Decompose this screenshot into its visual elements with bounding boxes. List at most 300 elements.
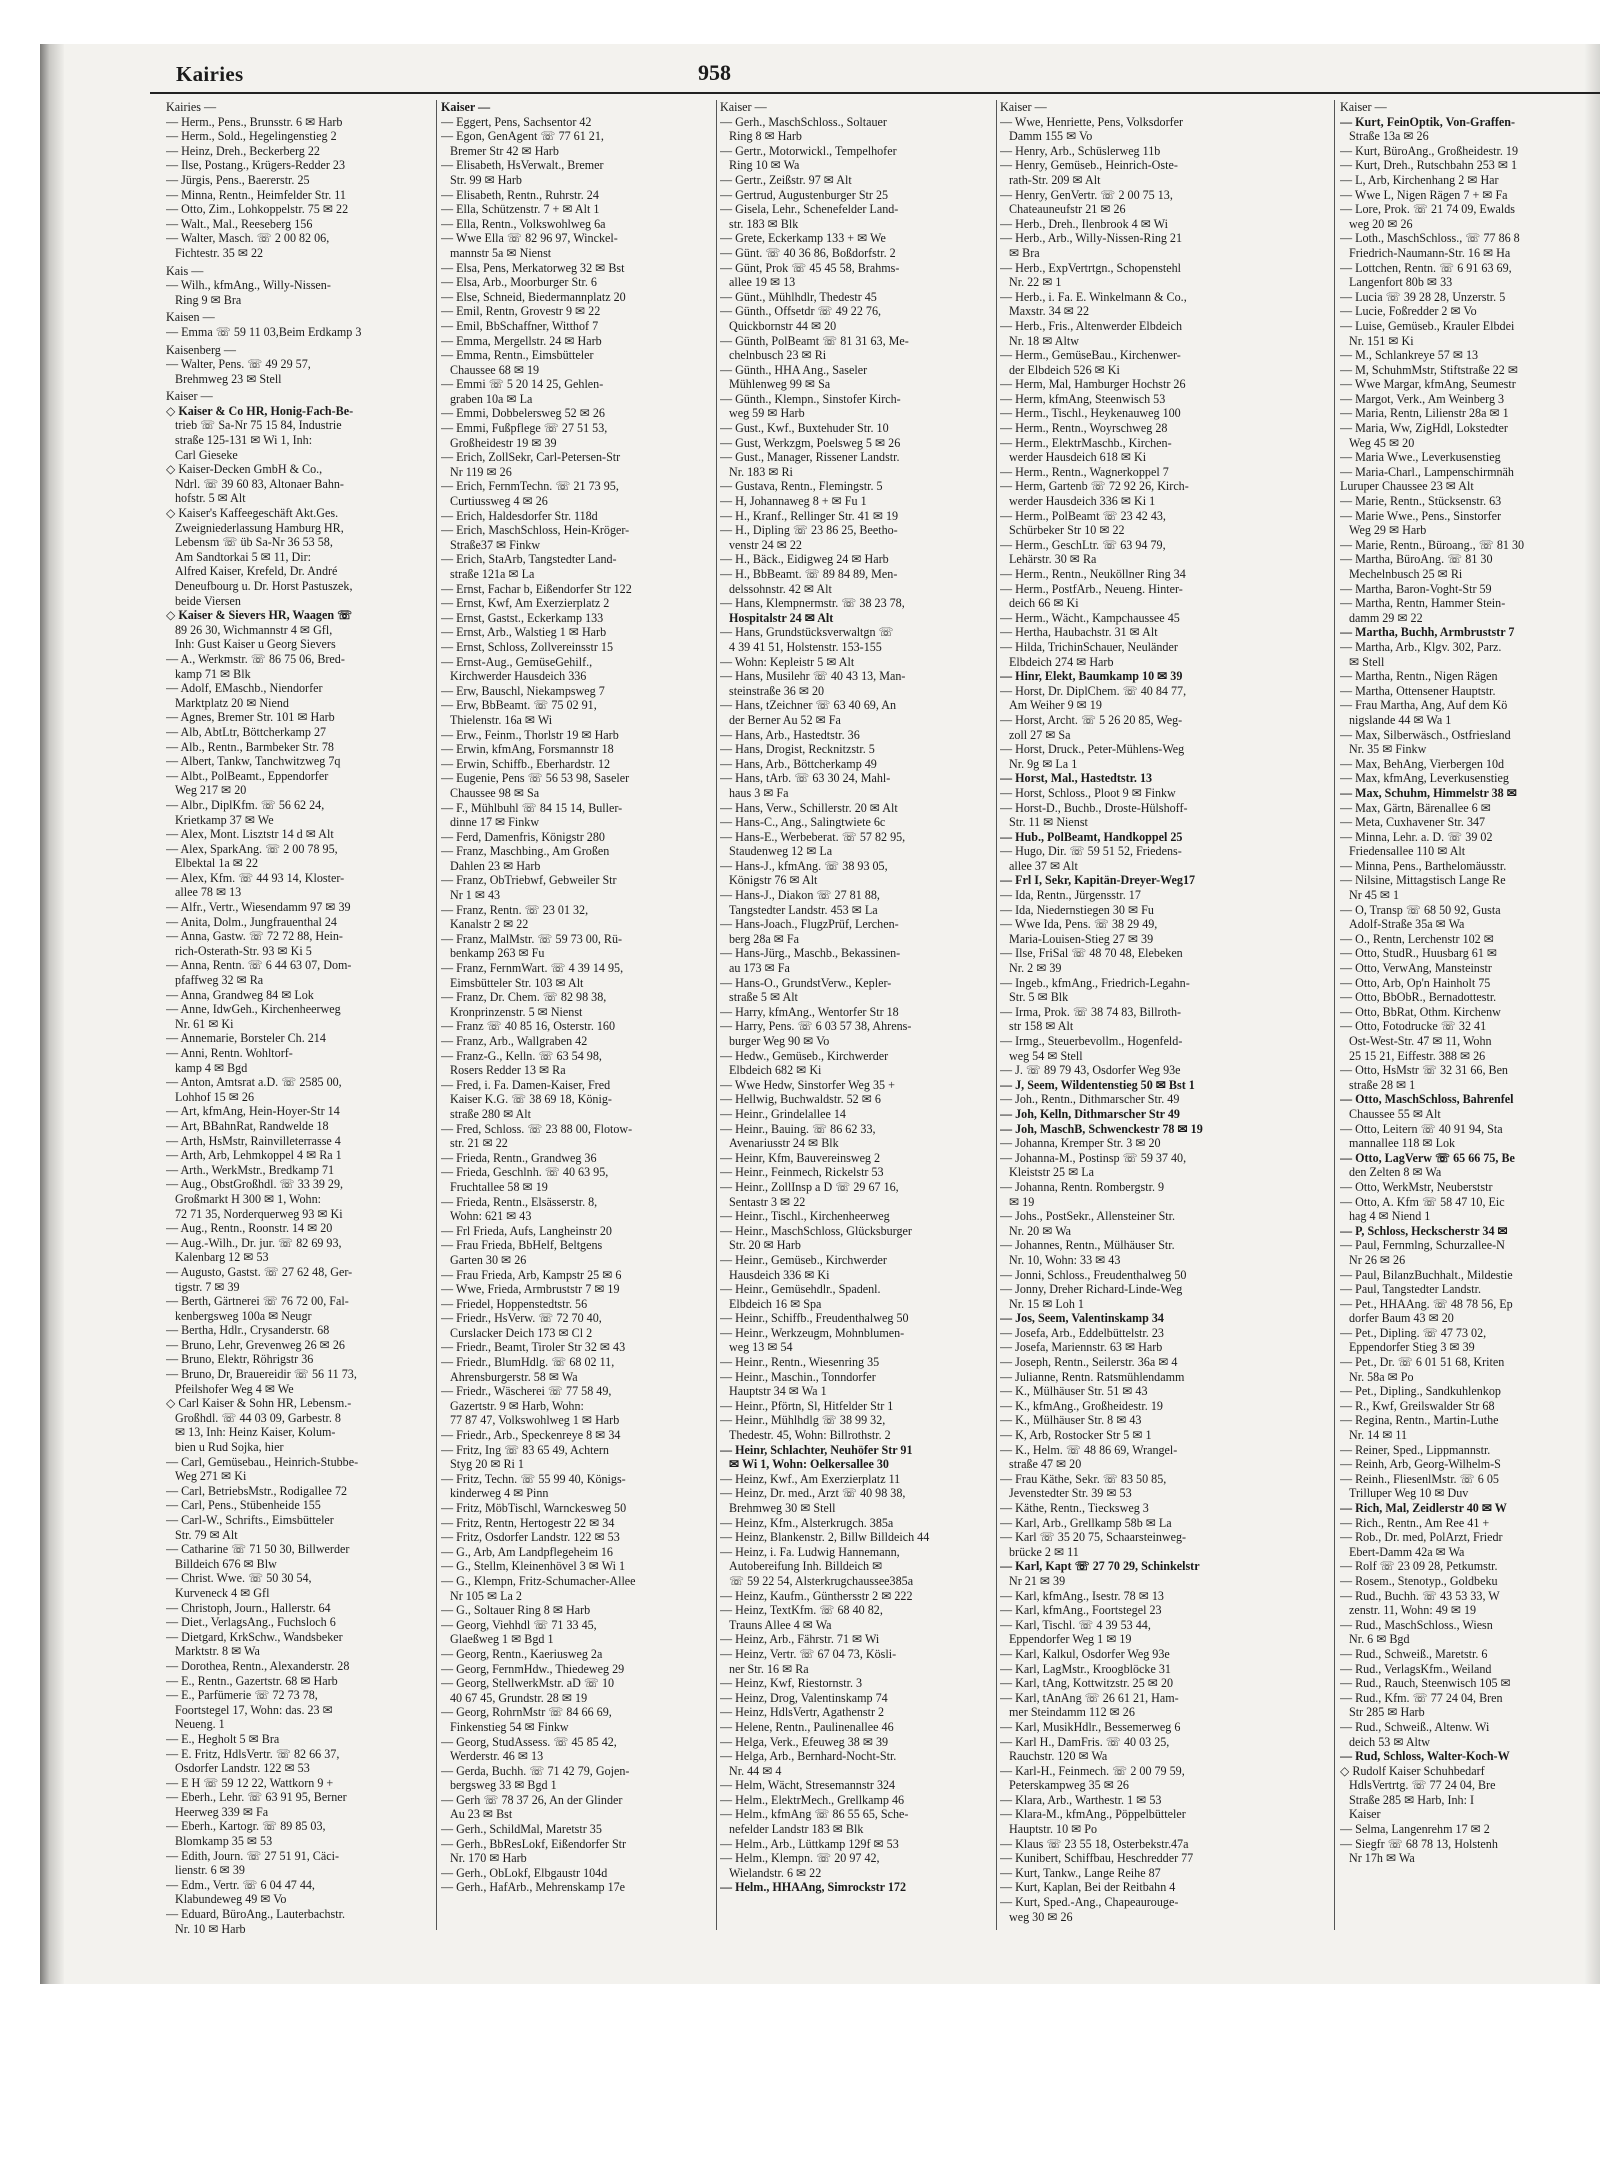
directory-entry-line: — Lottchen, Rentn. ☏ 6 91 63 69, bbox=[1340, 260, 1512, 275]
directory-entry-line: — Marie Wwe., Pens., Sinstorfer bbox=[1340, 508, 1501, 523]
directory-entry-line: — Günt, Prok ☏ 45 45 58, Brahms- bbox=[720, 260, 900, 275]
directory-entry-line: — Erich, ZollSekr, Carl-Petersen-Str bbox=[441, 450, 621, 465]
directory-entry-line: — Heinr., MaschSchloss, Glücksburger bbox=[720, 1223, 912, 1238]
directory-entry-line: Langenfort 80b ✉ 33 bbox=[1349, 275, 1453, 290]
directory-entry-line: graben 10a ✉ La bbox=[450, 391, 533, 406]
directory-entry-line: — Gust., Manager, Rissener Landstr. bbox=[720, 450, 900, 465]
directory-entry-line: — Hans, Grundstücksverwaltgn ☏ bbox=[720, 625, 894, 640]
directory-entry-line: Fichtestr. 35 ✉ 22 bbox=[175, 245, 264, 260]
directory-entry-line: — Herm, Mal, Hamburger Hochstr 26 bbox=[1000, 377, 1186, 392]
directory-entry-line: — Alex, Mont. Lisztstr 14 d ✉ Alt bbox=[166, 827, 334, 842]
directory-entry-line: — Frau Martha, Ang, Auf dem Kö bbox=[1340, 698, 1508, 713]
directory-entry-line: Ring 8 ✉ Harb bbox=[729, 129, 802, 144]
directory-entry-line: zenstr. 11, Wohn: 49 ✉ 19 bbox=[1349, 1603, 1477, 1618]
directory-entry-line: weg 30 ✉ 26 bbox=[1009, 1909, 1073, 1924]
directory-entry-line: — Fritz, Rentn, Hertogestr 22 ✉ 34 bbox=[441, 1515, 615, 1530]
directory-entry-line: straße 121a ✉ La bbox=[450, 567, 535, 581]
directory-entry-line: — Fritz, Ing ☏ 83 65 49, Achtern bbox=[441, 1442, 609, 1457]
directory-entry-line: ✉ 19 bbox=[1009, 1194, 1035, 1209]
directory-entry-line: — Horst, Schloss., Ploot 9 ✉ Finkw bbox=[1000, 785, 1176, 800]
directory-entry-line: — Herm., Rentn., Neuköllner Ring 34 bbox=[1000, 567, 1186, 581]
directory-entry-line: — Martha, Rentn., Nigen Rägen bbox=[1340, 669, 1498, 684]
directory-entry-line: — Ida, Rentn., Jürgensstr. 17 bbox=[1000, 888, 1141, 903]
directory-entry-line: — Anni, Rentn. Wohltorf- bbox=[166, 1046, 293, 1060]
directory-entry-line: — Herm., Rentn., Woyrschweg 28 bbox=[1000, 421, 1168, 436]
directory-entry-line: Ring 10 ✉ Wa bbox=[729, 158, 800, 173]
directory-entry-line: — Günth., Klempn., Sinstofer Kirch- bbox=[720, 391, 901, 406]
directory-entry-line: Chateauneufstr 21 ✉ 26 bbox=[1009, 202, 1126, 217]
directory-entry-line: — Friedr., Arb., Speckenreye 8 ✉ 34 bbox=[441, 1428, 621, 1443]
directory-entry-line: — Wwe L, Nigen Rägen 7 + ✉ Fa bbox=[1340, 187, 1508, 202]
directory-entry-line: — Helm., kfmAng ☏ 86 55 65, Sche- bbox=[720, 1807, 909, 1822]
directory-entry-line: — Emma, Mergellstr. 24 ✉ Harb bbox=[441, 333, 602, 348]
directory-entry-line: — Karl ☏ 35 20 75, Schaarsteinweg- bbox=[1000, 1530, 1187, 1545]
directory-entry-line: Nr 105 ✉ La 2 bbox=[450, 1588, 522, 1603]
directory-entry-line: — Heinz, Kfm., Alsterkrugch. 385a bbox=[720, 1515, 894, 1530]
directory-entry-line: — E., Hegholt 5 ✉ Bra bbox=[166, 1731, 280, 1746]
directory-entry-line: kamp 71 ✉ Blk bbox=[175, 666, 251, 681]
directory-entry-line: — Meta, Cuxhavener Str. 347 bbox=[1340, 815, 1486, 830]
directory-entry-line: Kaiser — bbox=[441, 100, 491, 114]
directory-entry-line: — Regina, Rentn., Martin-Luthe bbox=[1340, 1413, 1499, 1428]
directory-entry-line: — Horst, Mal., Hastedtstr. 13 bbox=[1000, 771, 1153, 786]
directory-entry-line: — E H ☏ 59 12 22, Wattkorn 9 + bbox=[166, 1775, 334, 1790]
directory-entry-line: Nr 21 ✉ 39 bbox=[1009, 1573, 1066, 1588]
column-rule bbox=[436, 100, 437, 1930]
directory-entry-line: — Heinz, Dreh., Beckerberg 22 bbox=[166, 143, 320, 158]
directory-entry-line: — Augusto, Gastst. ☏ 27 62 48, Ger- bbox=[166, 1264, 353, 1279]
directory-entry-line: Lehärstr. 30 ✉ Ra bbox=[1009, 552, 1097, 567]
directory-entry-line: — Heinr., Maschin., Tonndorfer bbox=[720, 1369, 876, 1384]
directory-entry-line: — Rud., VerlagsKfm., Weiland bbox=[1340, 1661, 1492, 1676]
directory-entry-line: — Johanna-M., Postinsp ☏ 59 37 40, bbox=[1000, 1150, 1187, 1165]
directory-entry-line: — Ilse, Postang., Krügers-Redder 23 bbox=[166, 158, 346, 173]
directory-entry-line: Eppendorfer Weg 1 ✉ 19 bbox=[1009, 1632, 1132, 1647]
directory-entry-line: straße 125-131 ✉ Wi 1, Inh: bbox=[175, 433, 313, 448]
directory-entry-line: Ost-West-Str. 47 ✉ 11, Wohn bbox=[1349, 1034, 1492, 1048]
directory-entry-line: — Rud., MaschSchloss., Wiesn bbox=[1340, 1617, 1493, 1632]
directory-entry-line: — Ernst, Arb., Walstieg 1 ✉ Harb bbox=[441, 625, 607, 640]
directory-column-2 bbox=[441, 100, 711, 1940]
directory-entry-line: — Heinr., Werkzeugm, Mohnblumen- bbox=[720, 1325, 905, 1340]
directory-entry-line: mer Steindamm 112 ✉ 26 bbox=[1009, 1705, 1135, 1720]
directory-entry-line: — Karl, tAng, Kottwitzstr. 25 ✉ 20 bbox=[1000, 1676, 1174, 1691]
directory-entry-line: Kaisenberg — bbox=[166, 342, 236, 357]
directory-entry-line: — Heinz, Kaufm., Günthersstr 2 ✉ 222 bbox=[720, 1588, 913, 1603]
directory-entry-line: allee 19 ✉ 13 bbox=[729, 275, 796, 290]
directory-entry-line: ner Str. 16 ✉ Ra bbox=[729, 1661, 809, 1676]
directory-entry-line: — Ernst, Fachar b, Eißendorfer Str 122 bbox=[441, 581, 632, 596]
directory-entry-line: — Edm., Vertr. ☏ 6 04 47 44, bbox=[166, 1877, 315, 1892]
directory-entry-line: — Reinh., FliesenlMstr. ☏ 6 05 bbox=[1340, 1471, 1499, 1486]
directory-entry-line: dorfer Baum 43 ✉ 20 bbox=[1349, 1311, 1454, 1326]
directory-entry-line: — Helm, Wächt, Stresemannstr 324 bbox=[720, 1778, 896, 1793]
directory-entry-line: der Berner Au 52 ✉ Fa bbox=[729, 712, 841, 727]
directory-entry-line: — G., Arb, Am Landpflegeheim 16 bbox=[441, 1544, 613, 1559]
directory-entry-line: — Diet., VerlagsAng., Fuchsloch 6 bbox=[166, 1615, 336, 1630]
directory-entry-line: — K., Mülhäuser Str. 51 ✉ 43 bbox=[1000, 1384, 1148, 1399]
directory-entry-line: — Herm., Sold., Hegelingenstieg 2 bbox=[166, 129, 337, 144]
directory-entry-line: — Hans-O., GrundstVerw., Kepler- bbox=[720, 975, 892, 990]
directory-entry-line: — Art, kfmAng, Hein-Hoyer-Str 14 bbox=[166, 1104, 340, 1119]
directory-entry-line: — Franz ☏ 40 85 16, Osterstr. 160 bbox=[441, 1019, 616, 1034]
directory-entry-line: allee 78 ✉ 13 bbox=[175, 885, 242, 900]
directory-entry-line: — Carl, Gemüsebau., Heinrich-Stubbe- bbox=[166, 1454, 359, 1469]
directory-entry-line: Weg 29 ✉ Harb bbox=[1349, 523, 1427, 538]
directory-entry-line: — Walter, Masch. ☏ 2 00 82 06, bbox=[166, 231, 330, 246]
directory-entry-line: — Gertrud, Augustenburger Str 25 bbox=[720, 187, 889, 202]
directory-entry-line: rich-Osterath-Str. 93 ✉ Ki 5 bbox=[175, 943, 312, 958]
directory-entry-line: Marktstr. 8 ✉ Wa bbox=[175, 1644, 260, 1659]
directory-entry-line: den Zelten 8 ✉ Wa bbox=[1349, 1165, 1442, 1180]
directory-entry-line: — Eugenie, Pens ☏ 56 53 98, Saseler bbox=[441, 771, 630, 786]
directory-entry-line: — Franz, Dr. Chem. ☏ 82 98 38, bbox=[441, 990, 607, 1005]
directory-entry-line: — Karl, tAnAng ☏ 26 61 21, Ham- bbox=[1000, 1690, 1179, 1705]
directory-entry-line: — R., Kwf, Greilswalder Str 68 bbox=[1340, 1398, 1495, 1413]
directory-entry-line: burger Weg 90 ✉ Vo bbox=[729, 1034, 830, 1048]
directory-entry-line: — Ernst-Aug., GemüseGehilf., bbox=[441, 654, 593, 669]
directory-entry-line: au 173 ✉ Fa bbox=[729, 961, 790, 976]
directory-entry-line: — Martha, Rentn, Hammer Stein- bbox=[1340, 596, 1506, 611]
directory-entry-line: Nr. 6 ✉ Bgd bbox=[1349, 1632, 1410, 1647]
directory-entry-line: — Nilsine, Mittagstisch Lange Re bbox=[1340, 873, 1506, 888]
directory-entry-line: ◇ Carl Kaiser & Sohn HR, Lebensm.- bbox=[166, 1396, 352, 1411]
directory-entry-line: — Herm., PostfArb., Neueng. Hinter- bbox=[1000, 581, 1183, 596]
directory-entry-line: Nr. 20 ✉ Wa bbox=[1009, 1223, 1072, 1238]
directory-entry-line: — Jürgis, Pens., Baererstr. 25 bbox=[166, 172, 310, 187]
directory-entry-line: Nr. 58a ✉ Po bbox=[1349, 1369, 1414, 1384]
directory-entry-line: — Wwe Margar, kfmAng, Seumestr bbox=[1340, 377, 1516, 392]
directory-entry-line: — Hilda, TrichinSchauer, Neuländer bbox=[1000, 639, 1178, 654]
directory-entry-line: Nr. 183 ✉ Ri bbox=[729, 464, 793, 479]
directory-entry-line: Deneufbourg u. Dr. Horst Pastuszek, bbox=[175, 579, 353, 593]
directory-entry-line: — H., Bäck., Eidigweg 24 ✉ Harb bbox=[720, 552, 889, 567]
directory-entry-line: — Siegfr ☏ 68 78 13, Holstenh bbox=[1340, 1836, 1498, 1851]
directory-entry-line: — Gust, Werkzgm, Poelsweg 5 ✉ 26 bbox=[720, 435, 901, 450]
directory-entry-line: straße 47 ✉ 20 bbox=[1009, 1457, 1082, 1472]
directory-entry-line: Kairies — bbox=[166, 100, 217, 114]
directory-entry-line: Schürbeker Str 10 ✉ 22 bbox=[1009, 523, 1125, 538]
directory-entry-line: Curslacker Deich 173 ✉ Cl 2 bbox=[450, 1325, 593, 1340]
directory-entry-line: — Herb., ExpVertrtgn., Schopenstehl bbox=[1000, 260, 1182, 275]
directory-entry-line: — H, Johannaweg 8 + ✉ Fu 1 bbox=[720, 494, 867, 509]
directory-entry-line: — Henry, Arb., Schüslerweg 11b bbox=[1000, 143, 1161, 158]
directory-entry-line: Lohhof 15 ✉ 26 bbox=[175, 1089, 254, 1104]
directory-entry-line: Kanalstr 2 ✉ 22 bbox=[450, 917, 529, 932]
directory-entry-line: — K., kfmAng., Großheidestr. 19 bbox=[1000, 1398, 1163, 1413]
directory-entry-line: Elbdeich 274 ✉ Harb bbox=[1009, 654, 1114, 669]
directory-entry-line: — Johanna, Rentn. Rombergstr. 9 bbox=[1000, 1179, 1165, 1194]
directory-entry-line: — Max, Silberwäsch., Ostfriesland bbox=[1340, 727, 1511, 742]
directory-entry-line: — Rob., Dr. med, PolArzt, Friedr bbox=[1340, 1530, 1503, 1545]
directory-entry-line: — Annemarie, Borsteler Ch. 214 bbox=[166, 1031, 326, 1046]
directory-entry-line: — Bruno, Elektr, Röhrigstr 36 bbox=[166, 1352, 314, 1367]
directory-entry-line: brücke 2 ✉ 11 bbox=[1009, 1544, 1079, 1559]
directory-entry-line: — Gerda, Buchh. ☏ 71 42 79, Gojen- bbox=[441, 1763, 630, 1778]
directory-entry-line: Jevenstedter Str. 39 ✉ 53 bbox=[1009, 1486, 1132, 1501]
directory-entry-line: — Wwe Ella ☏ 82 96 97, Winckel- bbox=[441, 231, 618, 246]
directory-entry-line: — Harry, kfmAng., Wentorfer Str 18 bbox=[720, 1004, 899, 1019]
directory-entry-line: — Pet., HHAAng. ☏ 48 78 56, Ep bbox=[1340, 1296, 1513, 1311]
directory-entry-line: — Hans-Jürg., Maschb., Bekassinen- bbox=[720, 946, 901, 961]
directory-entry-line: — Helga, Arb., Bernhard-Nocht-Str. bbox=[720, 1749, 897, 1764]
directory-entry-line: — Grete, Eckerkamp 133 + ✉ We bbox=[720, 231, 886, 246]
directory-entry-line: — Günt., Mühlhdlr, Thedestr 45 bbox=[720, 289, 877, 304]
directory-entry-line: Werderstr. 46 ✉ 13 bbox=[450, 1749, 544, 1764]
directory-entry-line: Peterskampweg 35 ✉ 26 bbox=[1009, 1778, 1129, 1793]
directory-entry-line: — Karl H., DamFris. ☏ 40 03 25, bbox=[1000, 1734, 1170, 1749]
directory-entry-line: benkamp 263 ✉ Fu bbox=[450, 946, 545, 961]
directory-entry-line: Hauptstr. 10 ✉ Po bbox=[1009, 1822, 1098, 1837]
directory-entry-line: Eimsbütteler Str. 103 ✉ Alt bbox=[450, 975, 584, 990]
directory-entry-line: Nr. 14 ✉ 11 bbox=[1349, 1428, 1408, 1443]
directory-entry-line: Blomkamp 35 ✉ 53 bbox=[175, 1834, 273, 1849]
directory-entry-line: Thedestr. 45, Wohn: Billrothstr. 2 bbox=[729, 1428, 891, 1443]
directory-entry-line: — Karl, Kapt ☏ 27 70 29, Schinkelstr bbox=[1000, 1559, 1200, 1574]
directory-entry-line: 40 67 45, Grundstr. 28 ✉ 19 bbox=[450, 1690, 588, 1705]
directory-entry-line: Elbdeich 682 ✉ Ki bbox=[729, 1063, 822, 1078]
directory-entry-line: — Franz, Rentn. ☏ 23 01 32, bbox=[441, 902, 589, 917]
directory-entry-line: — Karl, kfmAng., Isestr. 78 ✉ 13 bbox=[1000, 1588, 1164, 1603]
directory-entry-line: Finkenstieg 54 ✉ Finkw bbox=[450, 1719, 569, 1734]
directory-entry-line: beide Viersen bbox=[175, 593, 241, 608]
directory-entry-line: — Franz, ObTriebwf, Gebweiler Str bbox=[441, 873, 617, 888]
directory-entry-line: — Carl-W., Schrifts., Eimsbütteler bbox=[166, 1513, 334, 1527]
directory-entry-line: Carl Gieseke bbox=[175, 447, 238, 462]
directory-entry-line: Nr. 9g ✉ La 1 bbox=[1009, 756, 1078, 771]
directory-entry-line: — Ilse, FriSal ☏ 48 70 48, Elebeken bbox=[1000, 946, 1183, 961]
directory-entry-line: Adolf-Straße 35a ✉ Wa bbox=[1349, 917, 1465, 932]
directory-entry-line: — Erw, Bauschl, Niekampsweg 7 bbox=[441, 683, 605, 698]
directory-entry-line: — Georg, RohrnMstr ☏ 84 66 69, bbox=[441, 1705, 612, 1720]
directory-entry-line: — Günth., HHA Ang., Saseler bbox=[720, 362, 868, 377]
directory-entry-line: — Frau Käthe, Sekr. ☏ 83 50 85, bbox=[1000, 1471, 1167, 1486]
directory-entry-line: — O., Rentn, Lerchenstr 102 ✉ bbox=[1340, 931, 1494, 946]
directory-entry-line: — Herm., ElektrMaschb., Kirchen- bbox=[1000, 435, 1172, 450]
directory-entry-line: — Erich, StaArb, Tangstedter Land- bbox=[441, 552, 617, 567]
directory-entry-line: Straße37 ✉ Finkw bbox=[450, 537, 541, 552]
directory-entry-line: Kaiser — bbox=[1340, 100, 1387, 114]
directory-entry-line: Nr 119 ✉ 26 bbox=[450, 464, 512, 479]
directory-entry-line: — Erw, BbBeamt. ☏ 75 02 91, bbox=[441, 698, 597, 713]
directory-entry-line: weg 59 ✉ Harb bbox=[729, 406, 805, 421]
directory-entry-line: — Max, BehAng, Vierbergen 10d bbox=[1340, 756, 1505, 771]
directory-entry-line: Hauptstr 34 ✉ Wa 1 bbox=[729, 1384, 827, 1399]
directory-entry-line: — Kurt, Dreh., Rutschbahn 253 ✉ 1 bbox=[1340, 158, 1518, 173]
directory-entry-line: — Emmi ☏ 5 20 14 25, Gehlen- bbox=[441, 377, 604, 392]
directory-entry-line: — Gerh., ObLokf, Elbgaustr 104d bbox=[441, 1865, 608, 1880]
directory-entry-line: — Frl Frieda, Aufs, Langheinstr 20 bbox=[441, 1223, 612, 1238]
directory-entry-line: — Joseph, Rentn., Seilerstr. 36a ✉ 4 bbox=[1000, 1355, 1178, 1370]
directory-entry-line: — Herb., i. Fa. E. Winkelmann & Co., bbox=[1000, 289, 1187, 304]
directory-entry-line: — H., Kranf., Rellinger Str. 41 ✉ 19 bbox=[720, 508, 899, 523]
directory-entry-line: — K., Helm. ☏ 48 86 69, Wrangel- bbox=[1000, 1442, 1178, 1457]
directory-entry-line: — Erich, MaschSchloss, Hein-Kröger- bbox=[441, 523, 630, 538]
directory-entry-line: — Berth, Gärtnerei ☏ 76 72 00, Fal- bbox=[166, 1294, 349, 1309]
directory-entry-line: — Herm., Pens., Brunsstr. 6 ✉ Harb bbox=[166, 114, 343, 129]
directory-entry-line: — Hans, Arb., Hastedtstr. 36 bbox=[720, 727, 860, 742]
directory-entry-line: nigslande 44 ✉ Wa 1 bbox=[1349, 712, 1452, 727]
directory-entry-line: — Karl, Arb., Grellkamp 58b ✉ La bbox=[1000, 1515, 1172, 1530]
directory-entry-line: Brehmweg 23 ✉ Stell bbox=[175, 371, 282, 386]
directory-entry-line: — Hans-J., Diakon ☏ 27 81 88, bbox=[720, 888, 880, 903]
directory-entry-line: Nr. 18 ✉ Altw bbox=[1009, 333, 1079, 348]
directory-entry-line: — Christoph, Journ., Hallerstr. 64 bbox=[166, 1600, 331, 1615]
directory-entry-line: ✉ Bra bbox=[1009, 245, 1040, 260]
directory-entry-line: — Emmi, Dobbelersweg 52 ✉ 26 bbox=[441, 406, 605, 421]
directory-entry-line: — Emmi, Fußpflege ☏ 27 51 53, bbox=[441, 421, 608, 436]
directory-entry-line: — Hellwig, Buchwaldstr. 52 ✉ 6 bbox=[720, 1092, 881, 1107]
directory-entry-line: Str. 79 ✉ Alt bbox=[175, 1527, 238, 1542]
directory-entry-line: — Wwe, Henriette, Pens, Volksdorfer bbox=[1000, 114, 1184, 129]
directory-entry-line: Luruper Chaussee 23 ✉ Alt bbox=[1340, 479, 1474, 494]
directory-entry-line: — Herm, kfmAng, Steenwisch 53 bbox=[1000, 391, 1166, 406]
directory-entry-line: — Martha, BüroAng. ☏ 81 30 bbox=[1340, 552, 1493, 567]
directory-entry-line: — Luise, Gemüseb., Krauler Elbdei bbox=[1340, 318, 1515, 333]
directory-entry-line: ◇ Kaiser & Sievers HR, Waagen ☏ bbox=[166, 608, 353, 623]
directory-entry-line: Rauchstr. 120 ✉ Wa bbox=[1009, 1749, 1108, 1764]
directory-entry-line: — Rud., Kfm. ☏ 77 24 04, Bren bbox=[1340, 1690, 1503, 1705]
directory-entry-line: HdlsVertrtg. ☏ 77 24 04, Bre bbox=[1349, 1778, 1496, 1793]
directory-entry-line: pfaffweg 32 ✉ Ra bbox=[175, 973, 264, 988]
directory-column-4 bbox=[1000, 100, 1330, 1940]
directory-entry-line: — Heinr., Mühlhdlg ☏ 38 99 32, bbox=[720, 1413, 886, 1428]
directory-entry-line: Ebert-Damm 42a ✉ Wa bbox=[1349, 1544, 1465, 1559]
directory-entry-line: — Max, kfmAng, Leverkusenstieg bbox=[1340, 771, 1509, 786]
directory-entry-line: Krietkamp 37 ✉ We bbox=[175, 812, 274, 827]
directory-entry-line: — Jonni, Schloss., Freudenthalweg 50 bbox=[1000, 1267, 1187, 1282]
directory-entry-line: — Franz, MalMstr. ☏ 59 73 00, Rü- bbox=[441, 931, 623, 946]
directory-entry-line: — Georg, StellwerkMstr. aD ☏ 10 bbox=[441, 1676, 615, 1691]
directory-entry-line: — Hans-C., Ang., Salingtwiete 6c bbox=[720, 815, 886, 830]
directory-entry-line: — Heinr., Schiffb., Freudenthalweg 50 bbox=[720, 1311, 909, 1326]
directory-entry-line: — Ella, Rentn., Volkswohlweg 6a bbox=[441, 216, 606, 231]
directory-entry-line: Pfeilshofer Weg 4 ✉ We bbox=[175, 1381, 294, 1396]
directory-entry-line: — Hertha, Haubachstr. 31 ✉ Alt bbox=[1000, 625, 1158, 640]
directory-entry-line: — Otto, Leitern ☏ 40 91 94, Sta bbox=[1340, 1121, 1503, 1136]
directory-entry-line: Neueng. 1 bbox=[175, 1717, 225, 1732]
directory-entry-line: — Heinz, Kwf, Riestornstr. 3 bbox=[720, 1676, 863, 1691]
directory-entry-line: Straße 13a ✉ 26 bbox=[1349, 129, 1429, 144]
directory-entry-line: — Kurt, BüroAng., Großheidestr. 19 bbox=[1340, 143, 1519, 158]
directory-entry-line: — Heinr., Feinmech, Rickelstr 53 bbox=[720, 1165, 884, 1180]
directory-entry-line: Kais — bbox=[166, 263, 204, 278]
directory-entry-line: straße 5 ✉ Alt bbox=[729, 990, 798, 1005]
directory-entry-line: — Heinr., Rentn., Wiesenring 35 bbox=[720, 1355, 880, 1370]
directory-entry-line: — H., Dipling ☏ 23 86 25, Beetho- bbox=[720, 523, 898, 538]
directory-entry-line: chelnbusch 23 ✉ Ri bbox=[729, 348, 827, 363]
directory-entry-line: Hospitalstr 24 ✉ Alt bbox=[729, 610, 834, 625]
directory-entry-line: — Hans-J., kfmAng. ☏ 38 93 05, bbox=[720, 858, 888, 873]
directory-entry-line: — Egon, GenAgent ☏ 77 61 21, bbox=[441, 129, 604, 144]
directory-entry-line: — Johs., PostSekr., Allensteiner Str. bbox=[1000, 1209, 1176, 1224]
directory-entry-line: der Elbdeich 526 ✉ Ki bbox=[1009, 362, 1120, 377]
directory-entry-line: — J, Seem, Wildentenstieg 50 ✉ Bst 1 bbox=[1000, 1077, 1195, 1092]
directory-entry-line: Nr. 170 ✉ Harb bbox=[450, 1851, 527, 1866]
directory-entry-line: delssohnstr. 42 ✉ Alt bbox=[729, 581, 832, 596]
directory-entry-line: — Heinr., Grindelallee 14 bbox=[720, 1106, 846, 1121]
directory-entry-line: — G., Klempn, Fritz-Schumacher-Allee bbox=[441, 1573, 636, 1588]
directory-entry-line: ✉ Wi 1, Wohn: Oelkersallee 30 bbox=[729, 1457, 889, 1472]
directory-entry-line: — Eggert, Pens, Sachsentor 42 bbox=[441, 114, 592, 129]
directory-entry-line: — Josefa, Mariennstr. 63 ✉ Harb bbox=[1000, 1340, 1163, 1355]
directory-entry-line: hag 4 ✉ Niend 1 bbox=[1349, 1209, 1431, 1224]
directory-entry-line: ◇ Rudolf Kaiser Schuhbedarf bbox=[1340, 1763, 1485, 1778]
directory-entry-line: — Henry, Gemüseb., Heinrich-Oste- bbox=[1000, 158, 1178, 173]
directory-column-5 bbox=[1340, 100, 1600, 1940]
directory-entry-line: damm 29 ✉ 22 bbox=[1349, 610, 1423, 625]
directory-entry-line: — Herm., PolBeamt ☏ 23 42 43, bbox=[1000, 508, 1166, 523]
directory-entry-line: Brehmweg 30 ✉ Stell bbox=[729, 1501, 836, 1515]
directory-entry-line: — Klara, Arb., Warthestr. 1 ✉ 53 bbox=[1000, 1792, 1162, 1807]
directory-entry-line: — Heinz, Dr. med., Arzt ☏ 40 98 38, bbox=[720, 1486, 906, 1501]
directory-entry-line: Zweigniederlassung Hamburg HR, bbox=[175, 520, 344, 535]
directory-entry-line: — Herm., Wächt., Kampchaussee 45 bbox=[1000, 610, 1180, 625]
directory-entry-line: — Harry, Pens. ☏ 6 03 57 38, Ahrens- bbox=[720, 1019, 912, 1034]
directory-entry-line: Str. 20 ✉ Harb bbox=[729, 1238, 801, 1253]
directory-entry-line: allee 37 ✉ Alt bbox=[1009, 858, 1078, 873]
directory-entry-line: lienstr. 6 ✉ 39 bbox=[175, 1863, 245, 1878]
directory-entry-line: Avenariusstr 24 ✉ Blk bbox=[729, 1136, 839, 1151]
directory-entry-line: — Irmg., Steuerbevollm., Hogenfeld- bbox=[1000, 1034, 1183, 1048]
directory-entry-line: — Horst-D., Buchb., Droste-Hülshoff- bbox=[1000, 800, 1188, 815]
directory-entry-line: kamp 4 ✉ Bgd bbox=[175, 1060, 248, 1075]
directory-entry-line: — Helga, Verk., Efeuweg 38 ✉ 39 bbox=[720, 1734, 889, 1749]
directory-entry-line: — Carl, BetriebsMstr., Rodigallee 72 bbox=[166, 1483, 348, 1498]
directory-entry-line: — Heinr., Gemüsehdlr., Spadenl. bbox=[720, 1282, 881, 1297]
directory-entry-line: Klabundeweg 49 ✉ Vo bbox=[175, 1892, 287, 1907]
directory-entry-line: — M., Schlankreye 57 ✉ 13 bbox=[1340, 348, 1479, 363]
directory-entry-line: bien u Rud Sojka, hier bbox=[175, 1440, 284, 1455]
directory-entry-line: ✉ Stell bbox=[1349, 654, 1385, 669]
directory-entry-line: — Frieda, Rentn., Elsässerstr. 8, bbox=[441, 1194, 598, 1209]
directory-entry-line: — Catharine ☏ 71 50 30, Billwerder bbox=[166, 1542, 350, 1557]
directory-entry-line: Trilluper Weg 10 ✉ Duv bbox=[1349, 1486, 1469, 1501]
directory-column-1 bbox=[166, 100, 432, 1940]
directory-entry-line: — Otto, VerwAng, Mansteinstr bbox=[1340, 961, 1492, 976]
directory-entry-line: — Walter, Pens. ☏ 49 29 57, bbox=[166, 357, 311, 372]
directory-entry-line: — Anna, Grandweg 84 ✉ Lok bbox=[166, 987, 314, 1002]
directory-entry-line: berg 28a ✉ Fa bbox=[729, 931, 800, 946]
directory-entry-line: — Frl I, Sekr, Kapitän-Dreyer-Weg17 bbox=[1000, 873, 1196, 888]
directory-entry-line: Str. 5 ✉ Blk bbox=[1009, 990, 1069, 1005]
directory-entry-line: — Carl, Pens., Stübenheide 155 bbox=[166, 1498, 321, 1513]
directory-entry-line: — Elsa, Arb., Moorburger Str. 6 bbox=[441, 275, 597, 290]
directory-entry-line: Kaiser bbox=[1349, 1807, 1381, 1822]
directory-entry-line: Nr 26 ✉ 26 bbox=[1349, 1252, 1406, 1267]
directory-entry-line: — Arth, Arb, Lehmkoppel 4 ✉ Ra 1 bbox=[166, 1148, 342, 1163]
directory-entry-line: Tangstedter Landstr. 453 ✉ La bbox=[729, 902, 878, 917]
directory-entry-line: — Gerh ☏ 78 37 26, An der Glinder bbox=[441, 1792, 623, 1807]
directory-entry-line: — Georg, StudAssess. ☏ 45 85 42, bbox=[441, 1734, 617, 1749]
directory-entry-line: — Martha, Arb., Klgv. 302, Parz. bbox=[1340, 639, 1502, 654]
directory-entry-line: Mühlenweg 99 ✉ Sa bbox=[729, 377, 831, 392]
directory-entry-line: kinderweg 4 ✉ Pinn bbox=[450, 1486, 549, 1501]
directory-entry-line: — Helm., HHAAng, Simrockstr 172 bbox=[720, 1880, 906, 1895]
directory-entry-line: — Ernst, Kwf, Am Exerzierplatz 2 bbox=[441, 596, 610, 611]
directory-entry-line: Rosers Redder 13 ✉ Ra bbox=[450, 1063, 566, 1078]
directory-entry-line: — Frieda, Rentn., Grandweg 36 bbox=[441, 1150, 597, 1165]
directory-entry-line: Großhdl. ☏ 44 03 09, Garbestr. 8 bbox=[175, 1410, 341, 1425]
directory-entry-line: — Selma, Langenrehm 17 ✉ 2 bbox=[1340, 1822, 1490, 1837]
directory-entry-line: — Anton, Amtsrat a.D. ☏ 2585 00, bbox=[166, 1075, 342, 1090]
directory-entry-line: — Gerh., SchildMal, Maretstr 35 bbox=[441, 1822, 602, 1837]
directory-entry-line: — Hans, tArb. ☏ 63 30 24, Mahl- bbox=[720, 771, 891, 786]
directory-entry-line: Kurveneck 4 ✉ Gfl bbox=[175, 1585, 270, 1600]
directory-entry-line: — Maria-Charl., Lampenschirmnäh bbox=[1340, 464, 1514, 479]
directory-entry-line: — Helene, Rentn., Paulinenallee 46 bbox=[720, 1719, 894, 1734]
directory-entry-line: Kaiser — bbox=[720, 100, 767, 114]
